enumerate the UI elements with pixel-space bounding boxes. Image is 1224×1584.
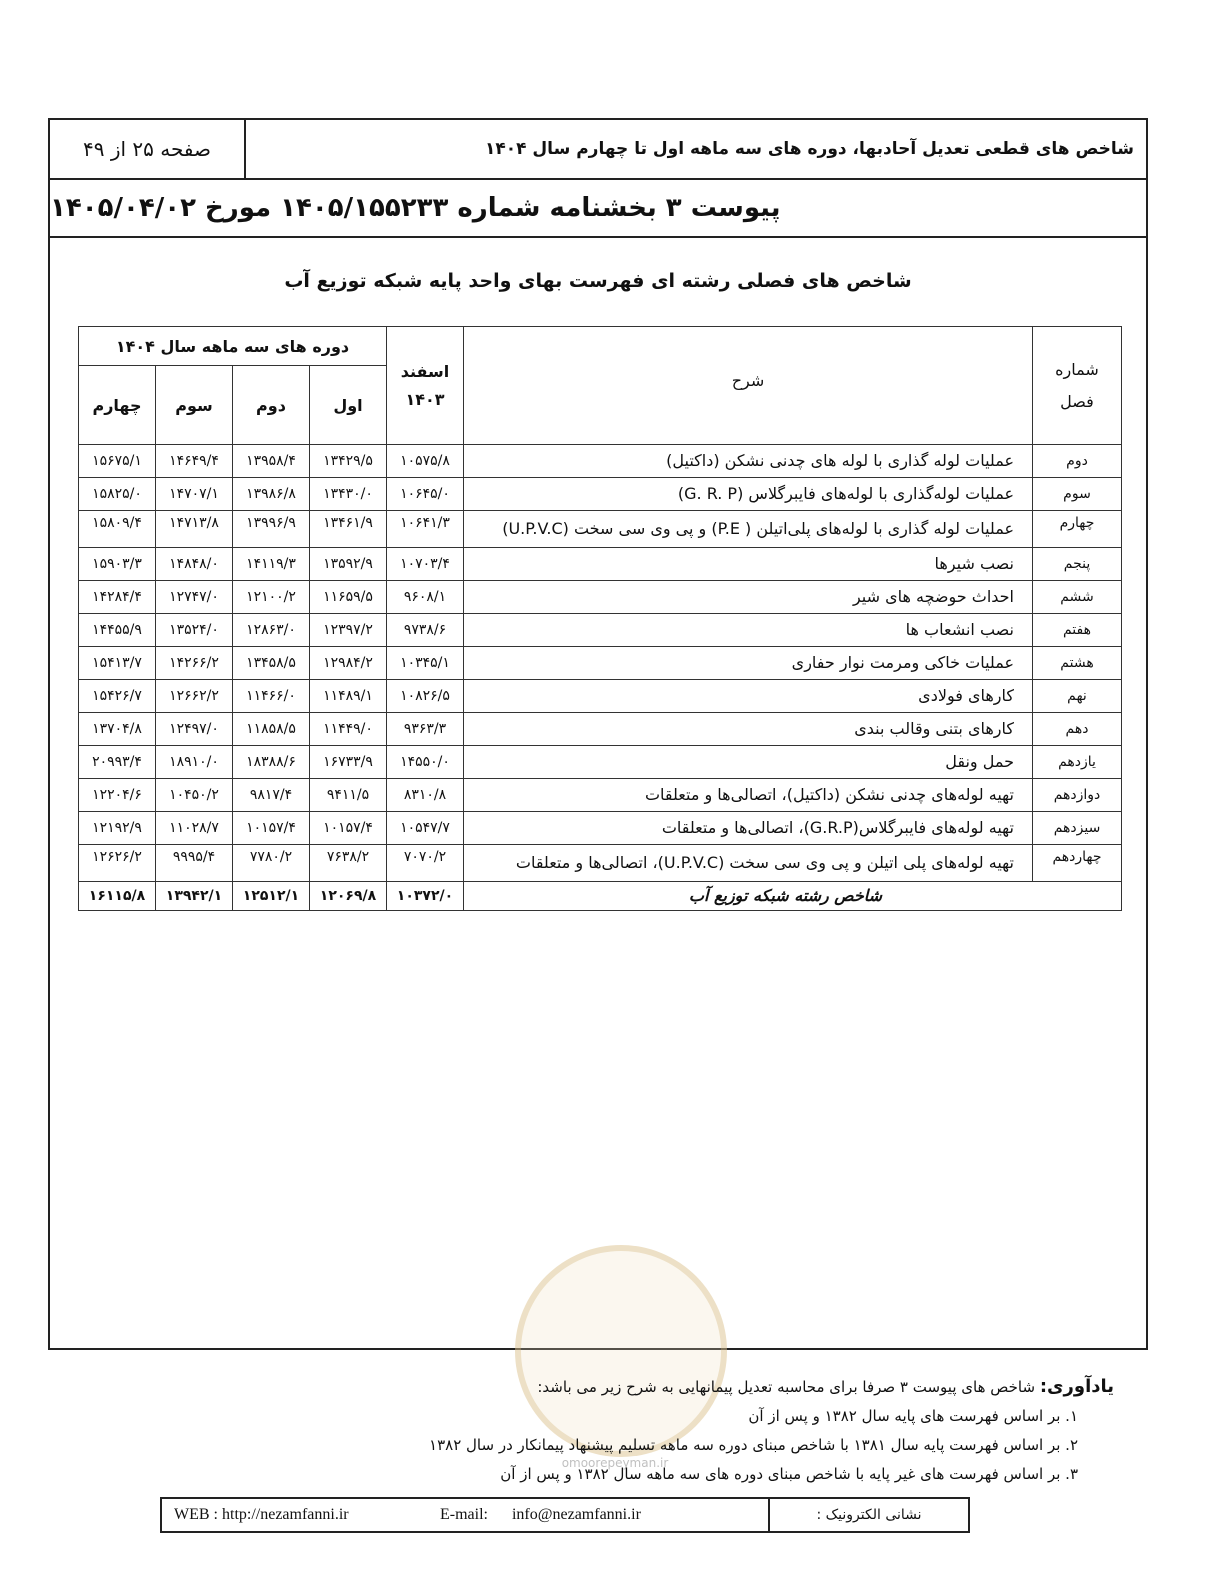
col-q2-header: دوم — [233, 366, 310, 445]
reminder-label: یادآوری: — [1039, 1376, 1114, 1397]
desc-cell: تهیه لوله‌های چدنی نشکن (داکتیل)، اتصالی‌ها و متعلقات — [464, 779, 1033, 812]
esfand-cell: ۱۰۵۷۵/۸ — [387, 445, 464, 478]
q3-cell: ۱۱۰۲۸/۷ — [156, 812, 233, 845]
q3-cell: ۱۸۹۱۰/۰ — [156, 746, 233, 779]
section-cell: ششم — [1033, 581, 1122, 614]
q4-cell: ۲۰۹۹۳/۴ — [79, 746, 156, 779]
q2-cell: ۱۴۱۱۹/۳ — [233, 548, 310, 581]
esfand-cell: ۹۶۰۸/۱ — [387, 581, 464, 614]
table-row — [79, 647, 1122, 680]
col-esfand-header — [387, 327, 464, 445]
table-row — [79, 713, 1122, 746]
esfand-cell: ۱۰۶۴۱/۳ — [387, 511, 464, 548]
q1-cell: ۱۲۳۹۷/۲ — [310, 614, 387, 647]
q3-cell: ۱۴۷۰۷/۱ — [156, 478, 233, 511]
q4-cell: ۱۴۴۵۵/۹ — [79, 614, 156, 647]
q2-cell: ۱۳۹۹۶/۹ — [233, 511, 310, 548]
table-row — [79, 511, 1122, 548]
total-q1-cell: ۱۲۰۶۹/۸ — [310, 882, 387, 911]
col-q3-header: سوم — [156, 366, 233, 445]
q1-cell: ۱۳۴۳۰/۰ — [310, 478, 387, 511]
total-esfand-cell: ۱۰۳۷۲/۰ — [387, 882, 464, 911]
table-row — [79, 548, 1122, 581]
q3-cell: ۱۴۷۱۳/۸ — [156, 511, 233, 548]
appendix-title: پیوست ۳ بخشنامه شماره ۱۴۰۵/۱۵۵۲۳۳ مورخ ۱۴۰۵/۰۴/۰۲ — [50, 180, 1146, 238]
q4-cell: ۱۵۶۷۵/۱ — [79, 445, 156, 478]
reminder-intro — [214, 1372, 1114, 1402]
index-table — [78, 326, 1122, 911]
q1-cell: ۱۱۶۵۹/۵ — [310, 581, 387, 614]
desc-cell: عملیات خاکی ومرمت نوار حفاری — [464, 647, 1033, 680]
q4-cell: ۱۵۴۱۳/۷ — [79, 647, 156, 680]
table-row — [79, 581, 1122, 614]
total-q3-cell: ۱۳۹۴۲/۱ — [156, 882, 233, 911]
q4-cell: ۱۵۴۲۶/۷ — [79, 680, 156, 713]
section-cell: سوم — [1033, 478, 1122, 511]
website-link[interactable]: WEB : http://nezamfanni.ir — [174, 1506, 349, 1523]
esfand-cell: ۱۰۵۴۷/۷ — [387, 812, 464, 845]
total-row — [79, 882, 1122, 911]
esfand-cell: ۹۳۶۳/۳ — [387, 713, 464, 746]
q4-cell: ۱۵۸۲۵/۰ — [79, 478, 156, 511]
q1-cell: ۱۳۴۲۹/۵ — [310, 445, 387, 478]
q3-cell: ۱۲۷۴۷/۰ — [156, 581, 233, 614]
q2-cell: ۱۳۹۸۶/۸ — [233, 478, 310, 511]
esfand-cell: ۱۰۶۴۵/۰ — [387, 478, 464, 511]
table-row — [79, 478, 1122, 511]
q1-cell: ۷۶۳۸/۲ — [310, 845, 387, 882]
table-row — [79, 746, 1122, 779]
q1-cell: ۹۴۱۱/۵ — [310, 779, 387, 812]
section-cell: دهم — [1033, 713, 1122, 746]
q2-cell: ۱۳۹۵۸/۴ — [233, 445, 310, 478]
section-cell: پنجم — [1033, 548, 1122, 581]
q2-cell: ۱۱۴۶۶/۰ — [233, 680, 310, 713]
section-cell: چهاردهم — [1033, 845, 1122, 882]
header-row — [50, 120, 1146, 180]
section-cell: نهم — [1033, 680, 1122, 713]
table-row — [79, 812, 1122, 845]
esfand-cell: ۱۰۷۰۳/۴ — [387, 548, 464, 581]
email-label: E-mail: — [440, 1506, 488, 1523]
q2-cell: ۱۸۳۸۸/۶ — [233, 746, 310, 779]
reminder-item: ۲. بر اساس فهرست پایه سال ۱۳۸۱ با شاخص مبنای دوره سه ماهه تسلیم پیشنهاد پیمانکار در سال ۱۳۸۲ — [429, 1436, 1078, 1454]
col-esfand-label-2: ۱۴۰۳ — [405, 389, 445, 409]
table-row — [79, 845, 1122, 882]
watermark-text: omoorepeyman.ir — [561, 1456, 669, 1470]
table-row — [79, 614, 1122, 647]
section-cell: سیزدهم — [1033, 812, 1122, 845]
col-esfand-label-1: اسفند — [400, 361, 450, 381]
document-frame — [48, 118, 1148, 1350]
col-q4-header: چهارم — [79, 366, 156, 445]
q4-cell: ۱۲۶۲۶/۲ — [79, 845, 156, 882]
q1-cell: ۱۶۷۳۳/۹ — [310, 746, 387, 779]
q3-cell: ۹۹۹۵/۴ — [156, 845, 233, 882]
total-q2-cell: ۱۲۵۱۲/۱ — [233, 882, 310, 911]
q2-cell: ۱۲۱۰۰/۲ — [233, 581, 310, 614]
footer-label: نشانی الکترونیک : — [768, 1499, 968, 1531]
q4-cell: ۱۲۲۰۴/۶ — [79, 779, 156, 812]
section-cell: چهارم — [1033, 511, 1122, 548]
reminder-text: شاخص های پیوست ۳ صرفا برای محاسبه تعدیل پیمانهایی به شرح زیر می باشد: — [537, 1378, 1036, 1396]
esfand-cell: ۱۰۸۲۶/۵ — [387, 680, 464, 713]
desc-cell: تهیه لوله‌های فایبرگلاس(G.R.P)، اتصالی‌ها و متعلقات — [464, 812, 1033, 845]
q3-cell: ۱۰۴۵۰/۲ — [156, 779, 233, 812]
document-title: شاخص های قطعی تعدیل آحادبها، دوره های سه ماهه اول تا چهارم سال ۱۴۰۴ — [485, 139, 1134, 159]
page-number: صفحه ۲۵ از ۴۹ — [50, 120, 246, 178]
esfand-cell: ۸۳۱۰/۸ — [387, 779, 464, 812]
q2-cell: ۹۸۱۷/۴ — [233, 779, 310, 812]
q3-cell: ۱۴۸۴۸/۰ — [156, 548, 233, 581]
email-link[interactable]: info@nezamfanni.ir — [511, 1506, 641, 1523]
esfand-cell: ۹۷۳۸/۶ — [387, 614, 464, 647]
q1-cell: ۱۳۵۹۲/۹ — [310, 548, 387, 581]
q2-cell: ۱۲۸۶۳/۰ — [233, 614, 310, 647]
col-desc-header: شرح — [464, 327, 1033, 445]
desc-cell: عملیات لوله‌گذاری با لوله‌های فایبرگلاس (G. R. P) — [464, 478, 1033, 511]
q1-cell: ۱۱۴۸۹/۱ — [310, 680, 387, 713]
desc-cell: نصب انشعاب ها — [464, 614, 1033, 647]
col-q1-header: اول — [310, 366, 387, 445]
total-label: شاخص رشته شبکه توزیع آب — [464, 882, 1122, 911]
desc-cell: کارهای بتنی وقالب بندی — [464, 713, 1033, 746]
q1-cell: ۱۳۴۶۱/۹ — [310, 511, 387, 548]
desc-cell: نصب شیرها — [464, 548, 1033, 581]
q1-cell: ۱۲۹۸۴/۲ — [310, 647, 387, 680]
reminder-block — [214, 1372, 1114, 1489]
q3-cell: ۱۳۵۲۴/۰ — [156, 614, 233, 647]
section-cell: دوازدهم — [1033, 779, 1122, 812]
table-row — [79, 779, 1122, 812]
q3-cell: ۱۴۲۶۶/۲ — [156, 647, 233, 680]
col-section-header — [1033, 327, 1122, 445]
q4-cell: ۱۵۸۰۹/۴ — [79, 511, 156, 548]
q4-cell: ۱۳۷۰۴/۸ — [79, 713, 156, 746]
total-q4-cell: ۱۶۱۱۵/۸ — [79, 882, 156, 911]
col-section-label-1: شماره — [1055, 359, 1099, 379]
desc-cell: عملیات لوله گذاری با لوله‌های پلی‌اتیلن ( P.E) و پی وی سی سخت (U.P.V.C) — [464, 511, 1033, 548]
section-cell: هشتم — [1033, 647, 1122, 680]
footer-box — [160, 1497, 970, 1533]
section-cell: یازدهم — [1033, 746, 1122, 779]
q3-cell: ۱۲۴۹۷/۰ — [156, 713, 233, 746]
esfand-cell: ۷۰۷۰/۲ — [387, 845, 464, 882]
quarter-group-header: دوره های سه ماهه سال ۱۴۰۴ — [79, 327, 387, 366]
col-section-label-2: فصل — [1060, 391, 1094, 411]
section-cell: دوم — [1033, 445, 1122, 478]
q2-cell: ۱۱۸۵۸/۵ — [233, 713, 310, 746]
reminder-item: ۱. بر اساس فهرست های پایه سال ۱۳۸۲ و پس از آن — [748, 1407, 1078, 1425]
q4-cell: ۱۲۱۹۲/۹ — [79, 812, 156, 845]
esfand-cell: ۱۴۵۵۰/۰ — [387, 746, 464, 779]
q4-cell: ۱۵۹۰۳/۳ — [79, 548, 156, 581]
q3-cell: ۱۴۶۴۹/۴ — [156, 445, 233, 478]
q4-cell: ۱۴۲۸۴/۴ — [79, 581, 156, 614]
footer-email — [440, 1499, 641, 1531]
q1-cell: ۱۰۱۵۷/۴ — [310, 812, 387, 845]
esfand-cell: ۱۰۳۴۵/۱ — [387, 647, 464, 680]
q3-cell: ۱۲۶۶۲/۲ — [156, 680, 233, 713]
table-subtitle: شاخص های فصلی رشته ای فهرست بهای واحد پایه شبکه توزیع آب — [284, 270, 912, 292]
table-row — [79, 445, 1122, 478]
table-row — [79, 680, 1122, 713]
section-cell: هفتم — [1033, 614, 1122, 647]
desc-cell: کارهای فولادی — [464, 680, 1033, 713]
reminder-item: ۳. بر اساس فهرست های غیر پایه با شاخص مبنای دوره های سه ماهه سال ۱۳۸۲ و پس از آن — [500, 1465, 1078, 1483]
desc-cell: احداث حوضچه های شیر — [464, 581, 1033, 614]
q1-cell: ۱۱۴۴۹/۰ — [310, 713, 387, 746]
q2-cell: ۷۷۸۰/۲ — [233, 845, 310, 882]
desc-cell: تهیه لوله‌های پلی اتیلن و پی وی سی سخت (U.P.V.C)، اتصالی‌ها و متعلقات — [464, 845, 1033, 882]
q2-cell: ۱۳۴۵۸/۵ — [233, 647, 310, 680]
desc-cell: حمل ونقل — [464, 746, 1033, 779]
q2-cell: ۱۰۱۵۷/۴ — [233, 812, 310, 845]
desc-cell: عملیات لوله گذاری با لوله های چدنی نشکن (داکتیل) — [464, 445, 1033, 478]
